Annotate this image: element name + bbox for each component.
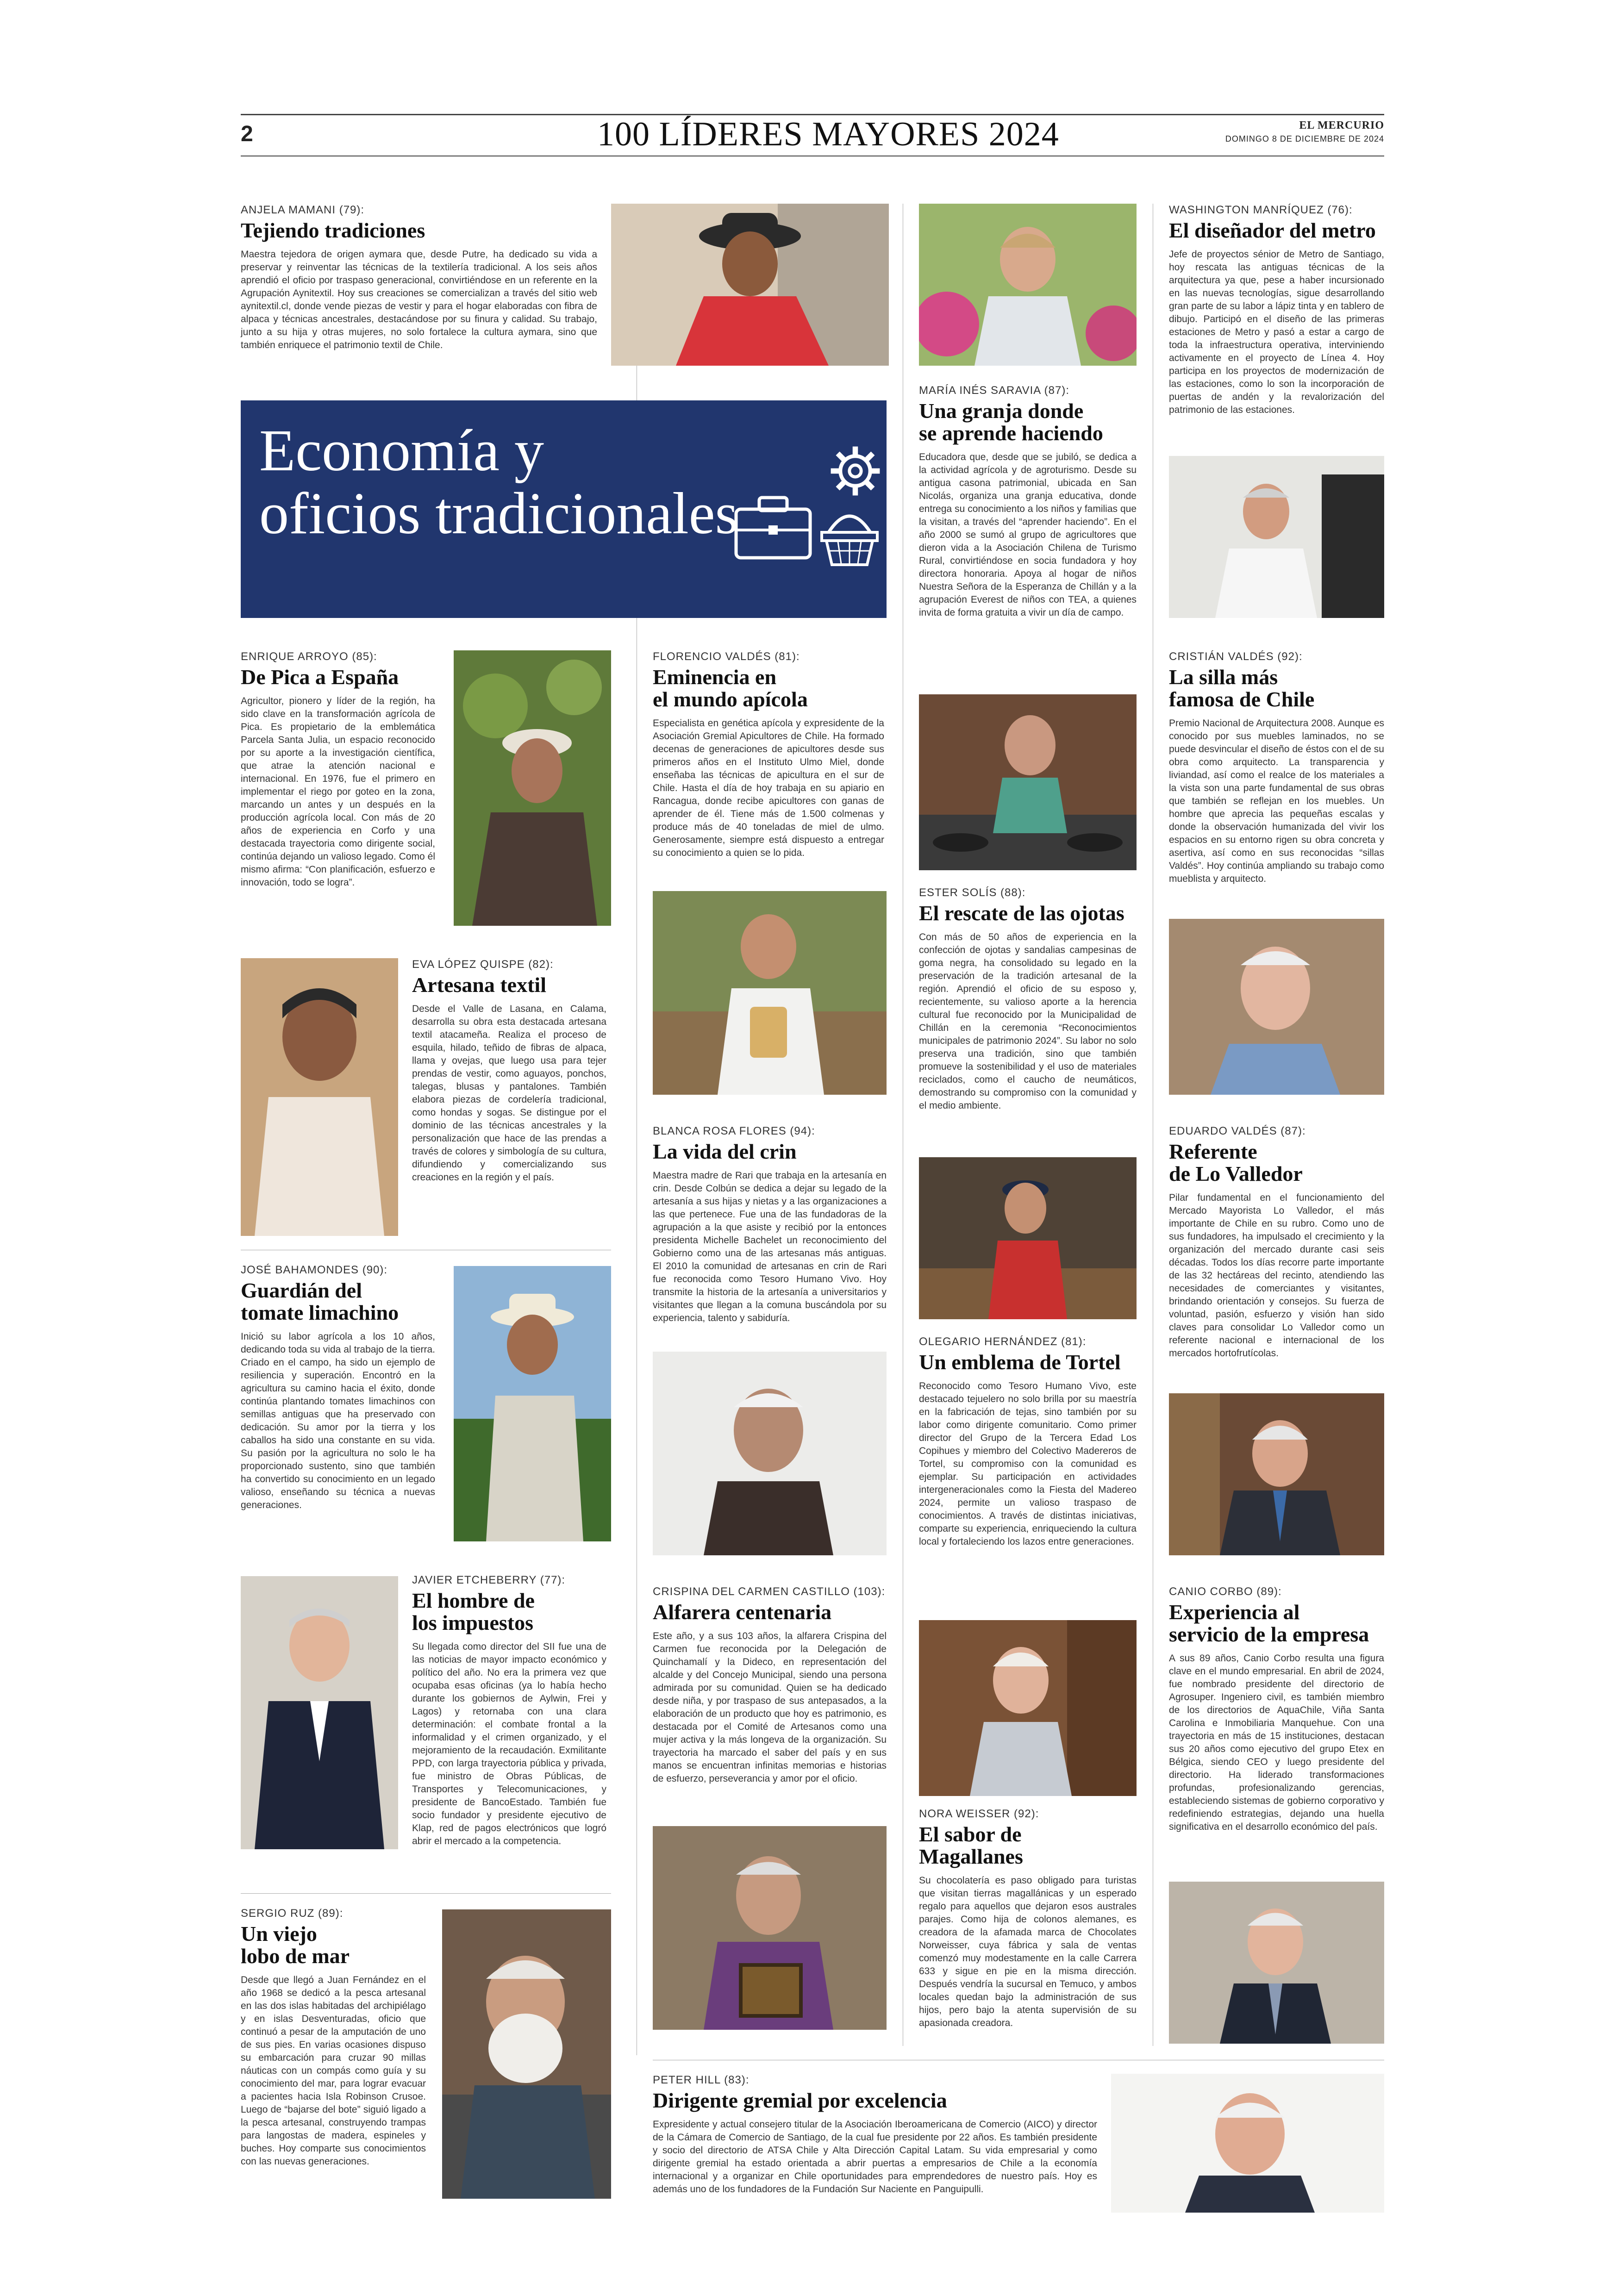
article-headline bbox=[653, 666, 884, 711]
headline-line: lobo de mar bbox=[241, 1944, 350, 1968]
article-body: Especialista en genética apícola y expresidente de la Asociación Gremial Apicultores de Chile. Ha formado decenas de generaciones de apicultores desde sus primeros años en el Instituto Ulmo Miel, donde enseñaba las técnicas de apicultura en el sur de Chile. Hasta el día de hoy trabaja en su apiario en Rancagua, donde recibe apicultores con ganas de aprender de él. Tiene más de 1.500 colmenas y produce más de 40 toneladas de miel de ulmo. Generosamente, siempre está dispuesto a entregar su conocimiento a quien se lo pida. bbox=[653, 718, 884, 858]
page-number: 2 bbox=[241, 122, 253, 146]
article-cristian-valdes bbox=[1169, 650, 1384, 886]
article-sergio-ruz bbox=[241, 1907, 426, 2168]
article-body: A sus 89 años, Canio Corbo resulta una figura clave en el mundo empresarial. En abril de 2024, fue nombrado presidente del directorio de Agrosuper. Ingeniero civil, es también miembro de los directorios de AquaChile, Viña Santa Carolina e Inmobiliaria Manquehue. Con una trayectoria en más de 15 instituciones, destacan sus 20 años como ejecutivo del grupo Etex en Bélgica, siendo CEO y luego presidente del directorio. Ha liderado transformaciones profundas, profesionalizando gerencias, estableciendo sistemas de gobierno corporativo y redefiniendo estrategias, dejando una huella significativa en el desarrollo económico del país. bbox=[1169, 1653, 1384, 1832]
photo-sergio-ruz bbox=[442, 1909, 611, 2199]
article-washington-manriquez bbox=[1169, 204, 1384, 417]
headline-line: Una granja donde bbox=[919, 399, 1084, 423]
article-headline bbox=[1169, 1141, 1384, 1185]
article-kicker: CRISTIÁN VALDÉS (92): bbox=[1169, 650, 1303, 663]
article-anjela-mamani bbox=[241, 204, 597, 352]
article-kicker: FLORENCIO VALDÉS (81): bbox=[653, 650, 800, 663]
basket-icon bbox=[817, 505, 882, 569]
article-kicker: ENRIQUE ARROYO (85): bbox=[241, 650, 377, 663]
headline-line: Referente bbox=[1169, 1140, 1257, 1163]
headline-line: El hombre de bbox=[412, 1589, 535, 1612]
headline-line: Eminencia en bbox=[653, 665, 777, 689]
headline-line: se aprende haciendo bbox=[919, 421, 1103, 445]
article-headline bbox=[1169, 1601, 1384, 1646]
article-body: Reconocido como Tesoro Humano Vivo, este destacado tejuelero no solo brilla por su maestría en la fabricación de tejas, sino también por su labor como dirigente comunitario. Como primer director del Grupo de la Tercera Edad Los Copihues y miembro del Colectivo Madereros de Tortel, su compromiso con la comunidad es ejemplar. Su participación en actividades intergeneracionales como la Fiesta del Madereo 2024, permite un valioso traspaso de conocimientos. A través de distintas iniciativas, comparte su experiencia, enriqueciendo la cultura local y fortaleciendo los lazos entre generaciones. bbox=[919, 1381, 1137, 1547]
article-headline: Tejiendo tradiciones bbox=[241, 218, 425, 242]
article-kicker: MARÍA INÉS SARAVIA (87): bbox=[919, 384, 1069, 397]
header-top-rule bbox=[241, 114, 1384, 115]
photo-maria-ines-saravia bbox=[919, 204, 1137, 366]
briefcase-icon bbox=[731, 493, 815, 562]
article-headline: De Pica a España bbox=[241, 665, 399, 689]
photo-cristian-valdes bbox=[1169, 919, 1384, 1095]
article-kicker: EVA LÓPEZ QUISPE (82): bbox=[412, 958, 554, 971]
headline-line: Magallanes bbox=[919, 1845, 1023, 1868]
article-headline bbox=[1169, 666, 1384, 711]
section-title-line2: oficios tradicionales bbox=[259, 480, 738, 546]
article-body: Maestra tejedora de origen aymara que, desde Putre, ha dedicado su vida a preservar y reinventar las técnicas de la textilería tradicional. A los seis años aprendió el oficio por traspaso generacional, convirtiéndose en un referente en la Agrupación Aynitextil. Hoy sus creaciones se comercializan a través del sitio web aynitextil.cl, donde vende piezas de vestir y para el hogar elaboradas con fibra de alpaca y técnicas ancestrales, destacándose por su finura y calidad. Su trabajo, junto a su hija y otras mujeres, no solo fortalece la cultura aymara, sino que también enriquece el patrimonio textil de Chile. bbox=[241, 249, 597, 350]
article-headline: Dirigente gremial por excelencia bbox=[653, 2089, 947, 2112]
article-body: Desde que llegó a Juan Fernández en el año 1968 se dedicó a la pesca artesanal en las dos islas habitadas del archipiélago y en islas Desventuradas, oficio que continuó a pesar de la amputación de uno de sus pies. En varias ocasiones dispuso su embarcación para cruzar 90 millas náuticas con un compás como guía y su conocimiento del mar, para lograr evacuar a pacientes hacia Isla Robinson Crusoe. Luego de “bajarse del bote” siguió ligado a la pesca artesanal, construyendo trampas para langostas de madera, espineles y buches. Hoy comparte sus conocimientos con las nuevas generaciones. bbox=[241, 1975, 426, 2167]
article-body: Inició su labor agrícola a los 10 años, dedicando toda su vida al trabajo de la tierra. Criado en el campo, ha sido un ejemplo de resiliencia y superación. Encontró en la agricultura su camino hacia el éxito, donde continúa plantando tomates limachinos con semillas antiguas que ha preservado con dedicación. Su amor por la tierra y los caballos ha sido una constante en su vida. Su pasión por la agricultura no solo le ha proporcionado sustento, sino que también ha convertido su conocimiento en un legado valioso, enseñando su técnica a nuevas generaciones. bbox=[241, 1331, 435, 1510]
photo-blanca-rosa-flores bbox=[653, 1352, 887, 1555]
article-body: Agricultor, pionero y líder de la región, ha sido clave en la transformación agrícola de Pica. Es propietario de la emblemática Parcela Santa Julia, un espacio reconocido por su aporte a la investigación científica, que atrae la atención nacional e internacional. En 1976, fue el primero en implementar el riego por goteo en la zona, marcando un antes y un después en la producción agrícola local. Con más de 20 años de experiencia en Corfo y una destacada trayectoria como dirigente social, continúa dejando un valioso legado. Como él mismo afirma: “Con planificación, esfuerzo e innovación, todo se logra”. bbox=[241, 696, 435, 888]
headline-line: servicio de la empresa bbox=[1169, 1622, 1369, 1646]
article-headline bbox=[241, 1923, 426, 1967]
section-title-line1: Economía y bbox=[259, 418, 544, 483]
article-kicker: JAVIER ETCHEBERRY (77): bbox=[412, 1574, 566, 1586]
article-nora-weisser bbox=[919, 1808, 1137, 2030]
article-crispina-castillo bbox=[653, 1585, 887, 1785]
headline-line: el mundo apícola bbox=[653, 687, 808, 711]
article-headline: La vida del crin bbox=[653, 1140, 797, 1163]
publication-date: DOMINGO 8 DE DICIEMBRE DE 2024 bbox=[1225, 134, 1384, 143]
headline-line: famosa de Chile bbox=[1169, 687, 1315, 711]
section-banner bbox=[241, 400, 887, 618]
article-body: Desde el Valle de Lasana, en Calama, desarrolla su obra esta destacada artesana textil atacameña. Realiza el proceso de esquila, hilado, teñido de fibras de alpaca, llama y ovejas, que luego usa para tejer prendas de vestir, como aguayos, ponchos, talegas, blusas y pantalones. También elabora piezas de cordelería tradicional, como hondas y sogas. Se distingue por el dominio de las técnicas ancestrales y la personalización que hace de las prendas a través de colores y simbología de su cultura, difundiendo y comercializando sus creaciones en la región y el país. bbox=[412, 1004, 606, 1183]
headline-line: tomate limachino bbox=[241, 1301, 399, 1324]
photo-javier-etcheberry bbox=[241, 1576, 398, 1849]
gear-icon bbox=[829, 444, 882, 498]
article-blanca-rosa-flores bbox=[653, 1125, 887, 1325]
photo-peter-hill bbox=[1111, 2074, 1384, 2213]
headline-line: Un viejo bbox=[241, 1922, 317, 1946]
headline-line: de Lo Valledor bbox=[1169, 1162, 1303, 1185]
section-title bbox=[259, 419, 738, 545]
article-headline: Un emblema de Tortel bbox=[919, 1350, 1121, 1374]
article-headline bbox=[919, 1823, 1137, 1868]
article-kicker: ESTER SOLÍS (88): bbox=[919, 886, 1026, 899]
article-maria-ines-saravia bbox=[919, 384, 1137, 619]
article-body: Este año, y a sus 103 años, la alfarera Crispina del Carmen fue reconocida por la Delegación de Quinchamalí y la Dideco, en representación del alcalde y del Concejo Municipal, siendo una persona admirada por su comunidad. Quien se ha dedicado desde niña, y por traspaso de sus antepasados, a la elaboración de un producto que hoy es patrimonio, es destacada por el Comité de Artesanos como una mujer activa y la más longeva de la organización. Su trayectoria ha marcado el saber del país y en sus manos se encuentran infinitas memorias e historias de esfuerzo, perseverancia y amor por el oficio. bbox=[653, 1631, 887, 1784]
article-headline bbox=[241, 1279, 435, 1324]
article-kicker: JOSÉ BAHAMONDES (90): bbox=[241, 1264, 388, 1276]
article-kicker: CRISPINA DEL CARMEN CASTILLO (103): bbox=[653, 1585, 886, 1598]
article-headline: Alfarera centenaria bbox=[653, 1600, 832, 1624]
page-title: 100 LÍDERES MAYORES 2024 bbox=[597, 115, 1059, 153]
article-jose-bahamondes bbox=[241, 1264, 435, 1512]
article-olegario-hernandez bbox=[919, 1335, 1137, 1548]
article-kicker: ANJELA MAMANI (79): bbox=[241, 204, 365, 216]
photo-washington-manriquez bbox=[1169, 456, 1384, 618]
article-kicker: NORA WEISSER (92): bbox=[919, 1808, 1039, 1820]
article-body: Pilar fundamental en el funcionamiento del Mercado Mayorista Lo Valledor, el más importante de Chile en su rubro. Como uno de sus fundadores, ha impulsado el crecimiento y la organización del mercado durante casi seis décadas. Todos los días recorre parte importante de las 32 hectáreas del recinto, atendiendo las necesidades de comerciantes y visitantes, brindando orientación y consejos. Su fuerza de voluntad, pasión, esfuerzo y visión han sido claves para consolidar Lo Valledor como un referente nacional e internacional de los mercados hortofrutícolas. bbox=[1169, 1192, 1384, 1359]
article-headline: El diseñador del metro bbox=[1169, 218, 1376, 242]
article-kicker: OLEGARIO HERNÁNDEZ (81): bbox=[919, 1335, 1087, 1348]
article-body: Su chocolatería es paso obligado para turistas que visitan tierras magallánicas y un esperado regalo para aquellos que dejaron esos australes parajes. Como hija de colonos alemanes, es creadora de la afamada marca de Chocolates Norweisser, cuya fábrica y sala de ventas comenzó muy modestamente en la calle Carrera 633 y sigue en pie en la misma dirección. Después vendría la sucursal en Temuco, y ambos locales quedan bajo la administración de sus hijos, pero bajo la atenta supervisión de su apasionada creadora. bbox=[919, 1875, 1137, 2028]
headline-line: La silla más bbox=[1169, 665, 1278, 689]
article-peter-hill bbox=[653, 2074, 1097, 2196]
headline-line: El sabor de bbox=[919, 1822, 1022, 1846]
photo-jose-bahamondes bbox=[454, 1266, 611, 1541]
article-body: Con más de 50 años de experiencia en la confección de ojotas y sandalias campesinas de goma negra, ha consolidado su legado en la preservación de la tradición artesanal de la región. Aprendió el oficio de su esposo y, recientemente, su valioso aporte a la herencia cultural fue reconocido por la Municipalidad de Chillán en la ceremonia “Reconocimientos municipales de patrimonio 2024”. Su labor no solo preserva una tradición, sino que también promueve la sostenibilidad y el uso de materiales reciclados, como el caucho de neumáticos, demostrando su compromiso con la comunidad y el medio ambiente. bbox=[919, 932, 1137, 1111]
headline-line: Experiencia al bbox=[1169, 1600, 1300, 1624]
section-divider bbox=[241, 1893, 611, 1894]
article-body: Premio Nacional de Arquitectura 2008. Aunque es conocido por sus muebles laminados, no se puede desvincular el diseño de éstos con el de su obra como arquitecto. La transparencia y liviandad, así como el realce de los materiales a la vista son una parte fundamental de sus obras que también se reflejan en los muebles. Un hombre que aprecia las pequeñas escalas y donde la observación humanizada del vivir los espacios en su entorno rigen su obra concreta y asertiva, así como en sus reconocidas “sillas Valdés”. Hoy continúa ampliando su trabajo como mueblista y arquitecto. bbox=[1169, 718, 1384, 884]
article-kicker: EDUARDO VALDÉS (87): bbox=[1169, 1125, 1306, 1137]
photo-enrique-arroyo bbox=[454, 650, 611, 926]
article-body: Su llegada como director del SII fue una de las noticias de mayor impacto económico y político del año. No era la primera vez que ocupaba esas oficinas (ya lo había hecho durante los gobiernos de Aylwin, Frei y Lagos) y retornaba con una clara determinación: el combate frontal a la informalidad y el crimen organizado, y el mejoramiento de la recaudación. Exmilitante PPD, con larga trayectoria pública y privada, fue ministro de Obras Públicas, de Transportes y Telecomunicaciones, y presidente de BancoEstado. También fue socio fundador y presidente ejecutivo de Klap, red de pagos electrónicos que logró abrir el mercado a la competencia. bbox=[412, 1641, 606, 1846]
article-body: Expresidente y actual consejero titular de la Asociación Iberoamericana de Comercio (AICO) y director de la Cámara de Comercio de Santiago, de la cual fue presidente por 22 años. Es también presidente y socio del directorio de ATSA Chile y Alta Dirección Capital Latam. Su vida empresarial y como dirigente gremial ha estado orientada a abrir puertas a empresarios de Chile a la economía internacional y a organizar en Chile oportunidades para emprendedores de nuestro país. Hoy es además uno de los fundadores de la Fundación Sur Naciente en Panguipulli. bbox=[653, 2119, 1097, 2195]
article-florencio-valdes bbox=[653, 650, 884, 860]
headline-line: Guardián del bbox=[241, 1278, 362, 1302]
article-eduardo-valdes bbox=[1169, 1125, 1384, 1360]
article-eva-lopez bbox=[412, 958, 606, 1184]
photo-anjela-mamani bbox=[611, 204, 889, 366]
article-kicker: SERGIO RUZ (89): bbox=[241, 1907, 344, 1920]
photo-florencio-valdes bbox=[653, 891, 887, 1095]
article-enrique-arroyo bbox=[241, 650, 435, 889]
article-headline: El rescate de las ojotas bbox=[919, 901, 1124, 925]
article-kicker: BLANCA ROSA FLORES (94): bbox=[653, 1125, 815, 1137]
newspaper-brand: EL MERCURIO bbox=[1299, 119, 1384, 131]
article-body: Educadora que, desde que se jubiló, se dedica a la actividad agrícola y de agroturismo. Desde su antigua casona patrimonial, ubicada en San Nicolás, organiza una granja educativa, donde entrega su conocimiento a los niños y familias que la visitan, a través del “aprender haciendo”. En el año 2000 se sumó al grupo de agricultores que dieron vida a la Asociación Chilena de Turismo Rural, convirtiéndose en socia fundadora y hoy directora honoraria. Apoya al hogar de niños Nuestra Señora de la Esperanza de Chillán y a la agrupación Everest de niños con TEA, a quienes invita de forma gratuita a vivir un día de campo. bbox=[919, 452, 1137, 618]
article-headline bbox=[919, 400, 1137, 444]
article-canio-corbo bbox=[1169, 1585, 1384, 1834]
article-javier-etcheberry bbox=[412, 1574, 606, 1848]
article-kicker: CANIO CORBO (89): bbox=[1169, 1585, 1282, 1598]
article-body: Jefe de proyectos sénior de Metro de Santiago, hoy rescata las antiguas técnicas de la arquitectura ya que, pese a haber incursionado en las nuevas tecnologías, sigue desarrollando gran parte de su labor a lápiz tinta y en tablero de dibujo. Participó en el diseño de las primeras estaciones de Metro y pasó a estar a cargo de toda la infraestructura operativa, interviniendo activamente en el proyecto de Línea 4. Hoy participa en los proyectos de modernización de las estaciones, como lo son la incorporación de puertas de andén y la revalorización del patrimonio de las estaciones. bbox=[1169, 249, 1384, 415]
photo-ester-solis bbox=[919, 694, 1137, 870]
photo-olegario-hernandez bbox=[919, 1157, 1137, 1319]
article-body: Maestra madre de Rari que trabaja en la artesanía en crin. Desde Colbún se dedica a dejar su legado de la artesanía a sus hijas y nietas y a las organizaciones a las que pertenece. Fue una de las fundadoras de la agrupación a la que asiste y recibió por la entonces presidenta Michelle Bachelet un reconocimiento del Gobierno como una de las artesanas más antiguas. El 2010 la comunidad de artesanas en crin de Rari fue reconocida como Tesoro Humano Vivo. Hoy transmite la historia de la artesanía a universitarios y visitantes que llegan a la comuna buscándola por su experiencia, talento y sabiduría. bbox=[653, 1170, 887, 1323]
article-headline: Artesana textil bbox=[412, 973, 546, 997]
article-kicker: PETER HILL (83): bbox=[653, 2074, 750, 2086]
photo-eduardo-valdes bbox=[1169, 1393, 1384, 1555]
photo-canio-corbo bbox=[1169, 1882, 1384, 2044]
photo-crispina-castillo bbox=[653, 1826, 887, 2030]
photo-nora-weisser bbox=[919, 1620, 1137, 1796]
photo-eva-lopez bbox=[241, 958, 398, 1236]
article-headline bbox=[412, 1590, 606, 1634]
article-ester-solis bbox=[919, 886, 1137, 1112]
article-kicker: WASHINGTON MANRÍQUEZ (76): bbox=[1169, 204, 1353, 216]
headline-line: los impuestos bbox=[412, 1611, 533, 1634]
